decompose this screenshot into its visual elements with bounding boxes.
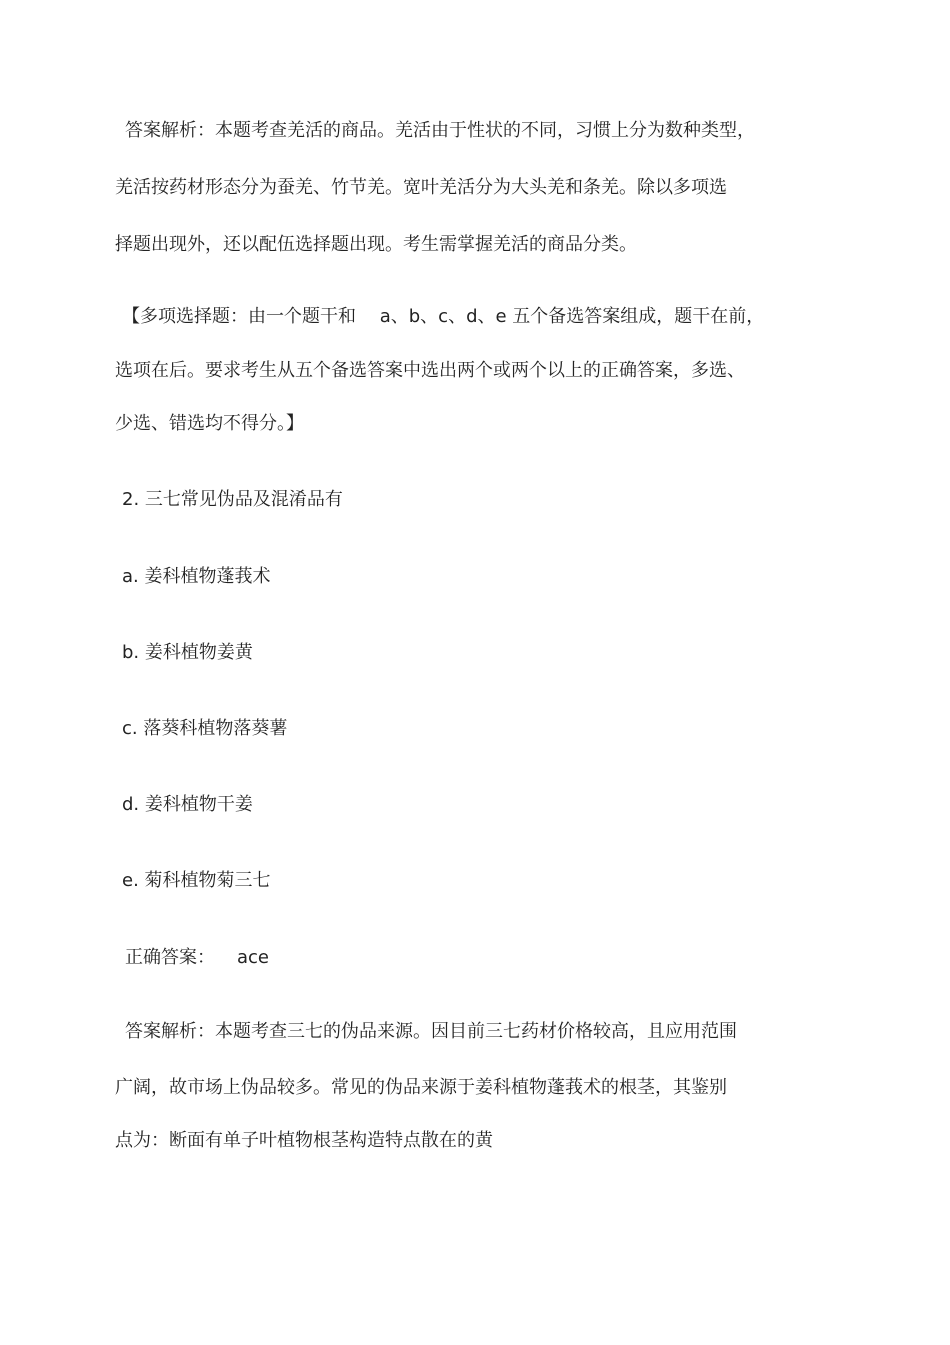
option-a: a. 姜科植物蓬莪术 [122, 566, 271, 587]
analysis2-line-3: 点为：断面有单子叶植物根茎构造特点散在的黄 [115, 1130, 493, 1151]
analysis1-line-1: 答案解析：本题考查羌活的商品。羌活由于性状的不同，习惯上分为数种类型， [125, 120, 755, 141]
correct-answer-value: ace [237, 947, 270, 968]
instruction-line-2: 选项在后。要求考生从五个备选答案中选出两个或两个以上的正确答案，多选、 [115, 360, 745, 381]
option-d: d. 姜科植物干姜 [122, 794, 253, 815]
analysis1-line-2: 羌活按药材形态分为蚕羌、竹节羌。宽叶羌活分为大头羌和条羌。除以多项选 [115, 177, 727, 198]
option-b: b. 姜科植物姜黄 [122, 642, 253, 663]
correct-answer-label: 正确答案： [125, 947, 215, 968]
instruction-line-3: 少选、错选均不得分。】 [115, 413, 304, 434]
question-stem: 2. 三七常见伪品及混淆品有 [122, 489, 343, 510]
instruction-line-1: 【多项选择题：由一个题干和 a、b、c、d、e 五个备选答案组成，题干在前， [122, 306, 765, 327]
analysis2-line-1: 答案解析：本题考查三七的伪品来源。因目前三七药材价格较高，且应用范围 [125, 1021, 737, 1042]
analysis1-line-3: 择题出现外，还以配伍选择题出现。考生需掌握羌活的商品分类。 [115, 234, 637, 255]
analysis2-line-2: 广阔，故市场上伪品较多。常见的伪品来源于姜科植物蓬莪术的根茎，其鉴别 [115, 1077, 727, 1098]
option-e: e. 菊科植物菊三七 [122, 870, 271, 891]
correct-answer [125, 946, 269, 970]
option-c: c. 落葵科植物落葵薯 [122, 718, 288, 739]
